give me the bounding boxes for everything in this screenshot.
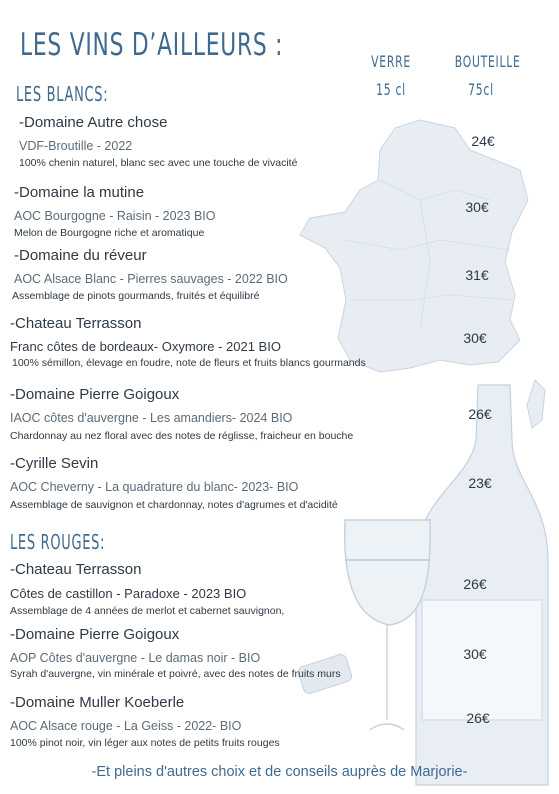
wine-domain: -Chateau Terrasson: [10, 561, 142, 578]
wine-description: 100% pinot noir, vin léger aux notes de petits fruits rouges: [10, 737, 280, 749]
bottle-price: 30€: [463, 330, 487, 346]
wine-domain: -Domaine Pierre Goigoux: [10, 626, 180, 643]
glass-size-label: 15 cl: [376, 80, 406, 99]
wine-description: Melon de Bourgogne riche et aromatique: [14, 227, 205, 239]
france-map-illustration: [300, 120, 545, 428]
wine-description: Assemblage de 4 années de merlot et cabernet sauvignon,: [10, 605, 285, 617]
wine-domain: -Domaine Autre chose: [19, 114, 168, 131]
wine-appellation: IAOC côtes d'auvergne - Les amandiers- 2024 BIO: [10, 411, 293, 425]
bottle-column-header: BOUTEILLE: [454, 52, 521, 71]
wine-description: 100% chenin naturel, blanc sec avec une touche de vivacité: [19, 157, 298, 169]
wine-appellation: AOC Alsace rouge - La Geiss - 2022- BIO: [10, 719, 242, 733]
bottle-size-label: 75cl: [468, 80, 494, 99]
wine-description: Assemblage de pinots gourmands, fruités et équilibré: [12, 290, 260, 302]
bottle-price: 31€: [465, 267, 489, 283]
wine-appellation: AOC Bourgogne - Raisin - 2023 BIO: [14, 209, 216, 223]
wine-domain: -Domaine la mutine: [14, 184, 145, 201]
wine-domain: -Cyrille Sevin: [10, 455, 99, 472]
bottle-price: 26€: [463, 576, 487, 592]
glass-column-header: VERRE: [371, 52, 411, 71]
wine-appellation: AOC Alsace Blanc - Pierres sauvages - 2022 BIO: [14, 272, 288, 286]
bottle-price: 30€: [465, 199, 489, 215]
bottle-price: 24€: [471, 133, 495, 149]
wine-appellation: AOP Côtes d'auvergne - Le damas noir - BIO: [10, 651, 261, 665]
wine-domain: -Chateau Terrasson: [10, 315, 142, 332]
bottle-price: 26€: [466, 710, 490, 726]
wine-appellation: Franc côtes de bordeaux- Oxymore - 2021 BIO: [10, 339, 281, 354]
wine-domain: -Domaine du réveur: [14, 247, 147, 264]
menu-title: LES VINS D’AILLEURS :: [20, 27, 284, 63]
wine-description: 100% sémillon, élevage en foudre, note de fleurs et fruits blancs gourmands: [12, 357, 366, 369]
wine-appellation: VDF-Broutille - 2022: [19, 139, 133, 153]
wine-domain: -Domaine Muller Koeberle: [10, 694, 185, 711]
whites-heading: LES BLANCS:: [16, 82, 109, 106]
wine-appellation: Côtes de castillon - Paradoxe - 2023 BIO: [10, 586, 247, 601]
wine-description: Assemblage de sauvignon et chardonnay, notes d'agrumes et d'acidité: [10, 499, 338, 511]
wine-description: Syrah d'auvergne, vin minérale et poivré, avec des notes de fruits murs: [10, 668, 341, 680]
reds-heading: LES ROUGES:: [10, 530, 106, 554]
wine-appellation: AOC Cheverny - La quadrature du blanc- 2023- BIO: [10, 480, 299, 494]
bottle-price: 30€: [463, 646, 487, 662]
footer-note: -Et pleins d'autres choix et de conseils auprès de Marjorie-: [91, 764, 468, 780]
bottle-price: 26€: [468, 406, 492, 422]
wine-domain: -Domaine Pierre Goigoux: [10, 386, 180, 403]
bottle-price: 23€: [468, 475, 492, 491]
wine-description: Chardonnay au nez floral avec des notes de réglisse, fraicheur en bouche: [10, 430, 354, 442]
